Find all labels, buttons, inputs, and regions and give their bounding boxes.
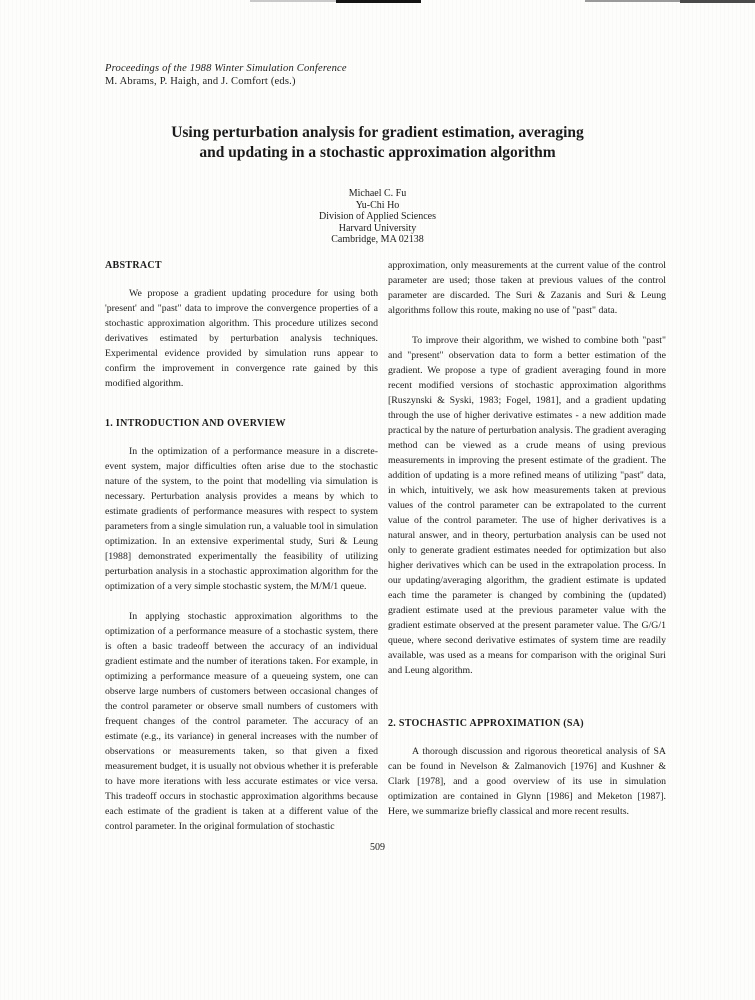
scan-artifact-top-center — [336, 0, 421, 3]
author-affiliation: Harvard University — [338, 222, 417, 234]
proceedings-line: Proceedings of the 1988 Winter Simulation Conference — [105, 63, 347, 74]
section1-paragraph-2-continued: approximation, only measurements at the current value of the control parameter are used; those taken at previous values of the control parameter are discarded. The Suri & Zazanis and Suri & Leung algorithms follow this route, making no use of "past" data. — [388, 260, 666, 316]
author-name: Michael C. Fu — [348, 188, 407, 199]
scan-artifact-top-right-dark — [680, 0, 755, 3]
section1-paragraph-1: In the optimization of a performance measure in a discrete-event system, major difficulties often arise due to the stochastic nature of the system, to the point that modelling via simulation is necessary. Perturbation analysis provides a means by which to estimate gradients of performance measures with respect to system parameters from a single simulation run, a valuable tool in simulation optimization. In an extensive experimental study, Suri & Leung [1988] demonstrated experimentally the feasibility of utilizing perturbation analysis in a stochastic approximation algorithm for the optimization of a very simple stochastic system, the M/M/1 queue. — [105, 446, 378, 592]
paper-title-line1: Using perturbation analysis for gradient estimation, averaging — [171, 124, 584, 141]
page-number: 509 — [370, 842, 385, 853]
author-affiliation: Division of Applied Sciences — [319, 211, 436, 222]
section2-heading: 2. STOCHASTIC APPROXIMATION (SA) — [388, 718, 584, 729]
section1-paragraph-2: In applying stochastic approximation algorithms to the optimization of a performance measure of a stochastic system, there is often a basic tradeoff between the accuracy of an individual gradient estimate and the number of iterations taken. For example, in optimizing a performance measure of a queueing system, one can observe large numbers of customers between occasional changes of the control parameter or observe small numbers of customers with frequent changes of the control parameter. The accuracy of an estimate (e.g., its variance) in general increases with the number of observations or measurements taken, so that given a fixed measurement budget, it is usually not obvious whether it is preferable to have more iterations with less accurate estimates or vice versa. This tradeoff occurs in stochastic approximation algorithms because each estimate of the gradient is taken at a different value of the control parameter. In the original formulation of stochastic — [105, 611, 378, 832]
left-column — [105, 258, 378, 849]
section1-paragraph-3: To improve their algorithm, we wished to combine both "past" and "present" observation data to form a better estimation of the gradient. We propose a type of gradient averaging found in more recent modified versions of stochastic approximation algorithms [Ruszynski & Syski, 1983; Fogel, 1981], and a gradient updating through the use of higher derivative estimates - a new addition made practical by the nature of perturbation analysis. The gradient averaging method can be viewed as a crude means of using previous measurements in improving the present estimate of the gradient. The addition of updating is a more refined means of utilizing "past" data, in which, intuitively, we ask how measurements taken at previous values of the control parameter can be extrapolated to the current value of the control parameter. The use of higher derivatives is a natural answer, and in theory, perturbation analysis can be used not only to generate gradient estimates needed for optimization but also higher derivatives which can be used in the extrapolation process. In our updating/averaging algorithm, the gradient estimate is updated each time the parameter is changed by combining the (updated) gradient estimate used at the previous parameter value with the gradient estimate observed at the present parameter value. The G/G/1 queue, where second derivative estimates of system time are readily available, was used as a means for comparison with the original Suri and Leung algorithm. — [388, 335, 666, 676]
editors-line: M. Abrams, P. Haigh, and J. Comfort (eds.) — [105, 75, 296, 87]
paper-title — [0, 123, 755, 163]
proceedings-header — [105, 63, 347, 88]
section1-heading: 1. INTRODUCTION AND OVERVIEW — [105, 418, 286, 429]
abstract-text: We propose a gradient updating procedure for using both 'present' and "past" data to improve the convergence properties of a stochastic approximation algorithm. This procedure utilizes second derivatives estimated by perturbation analysis techniques. Experimental evidence provided by simulation runs appear to confirm the improvement in convergence rate gained by this modified algorithm. — [105, 288, 378, 389]
paper-title-line2: and updating in a stochastic approximation algorithm — [199, 144, 556, 161]
section2-paragraph-1: A thorough discussion and rigorous theoretical analysis of SA can be found in Nevelson & Zalmanovich [1976] and Kushner & Clark [1978], and a good overview of its use in simulation optimization are contained in Glynn [1986] and Meketon [1987]. Here, we summarize briefly classical and more recent results. — [388, 746, 666, 817]
scan-artifact-top-left — [250, 0, 336, 2]
author-block — [0, 188, 755, 246]
abstract-heading: ABSTRACT — [105, 260, 162, 271]
author-affiliation: Cambridge, MA 02138 — [331, 234, 424, 245]
author-name: Yu-Chi Ho — [355, 199, 400, 211]
right-column — [388, 258, 666, 834]
scan-artifact-top-right-gray — [585, 0, 680, 2]
